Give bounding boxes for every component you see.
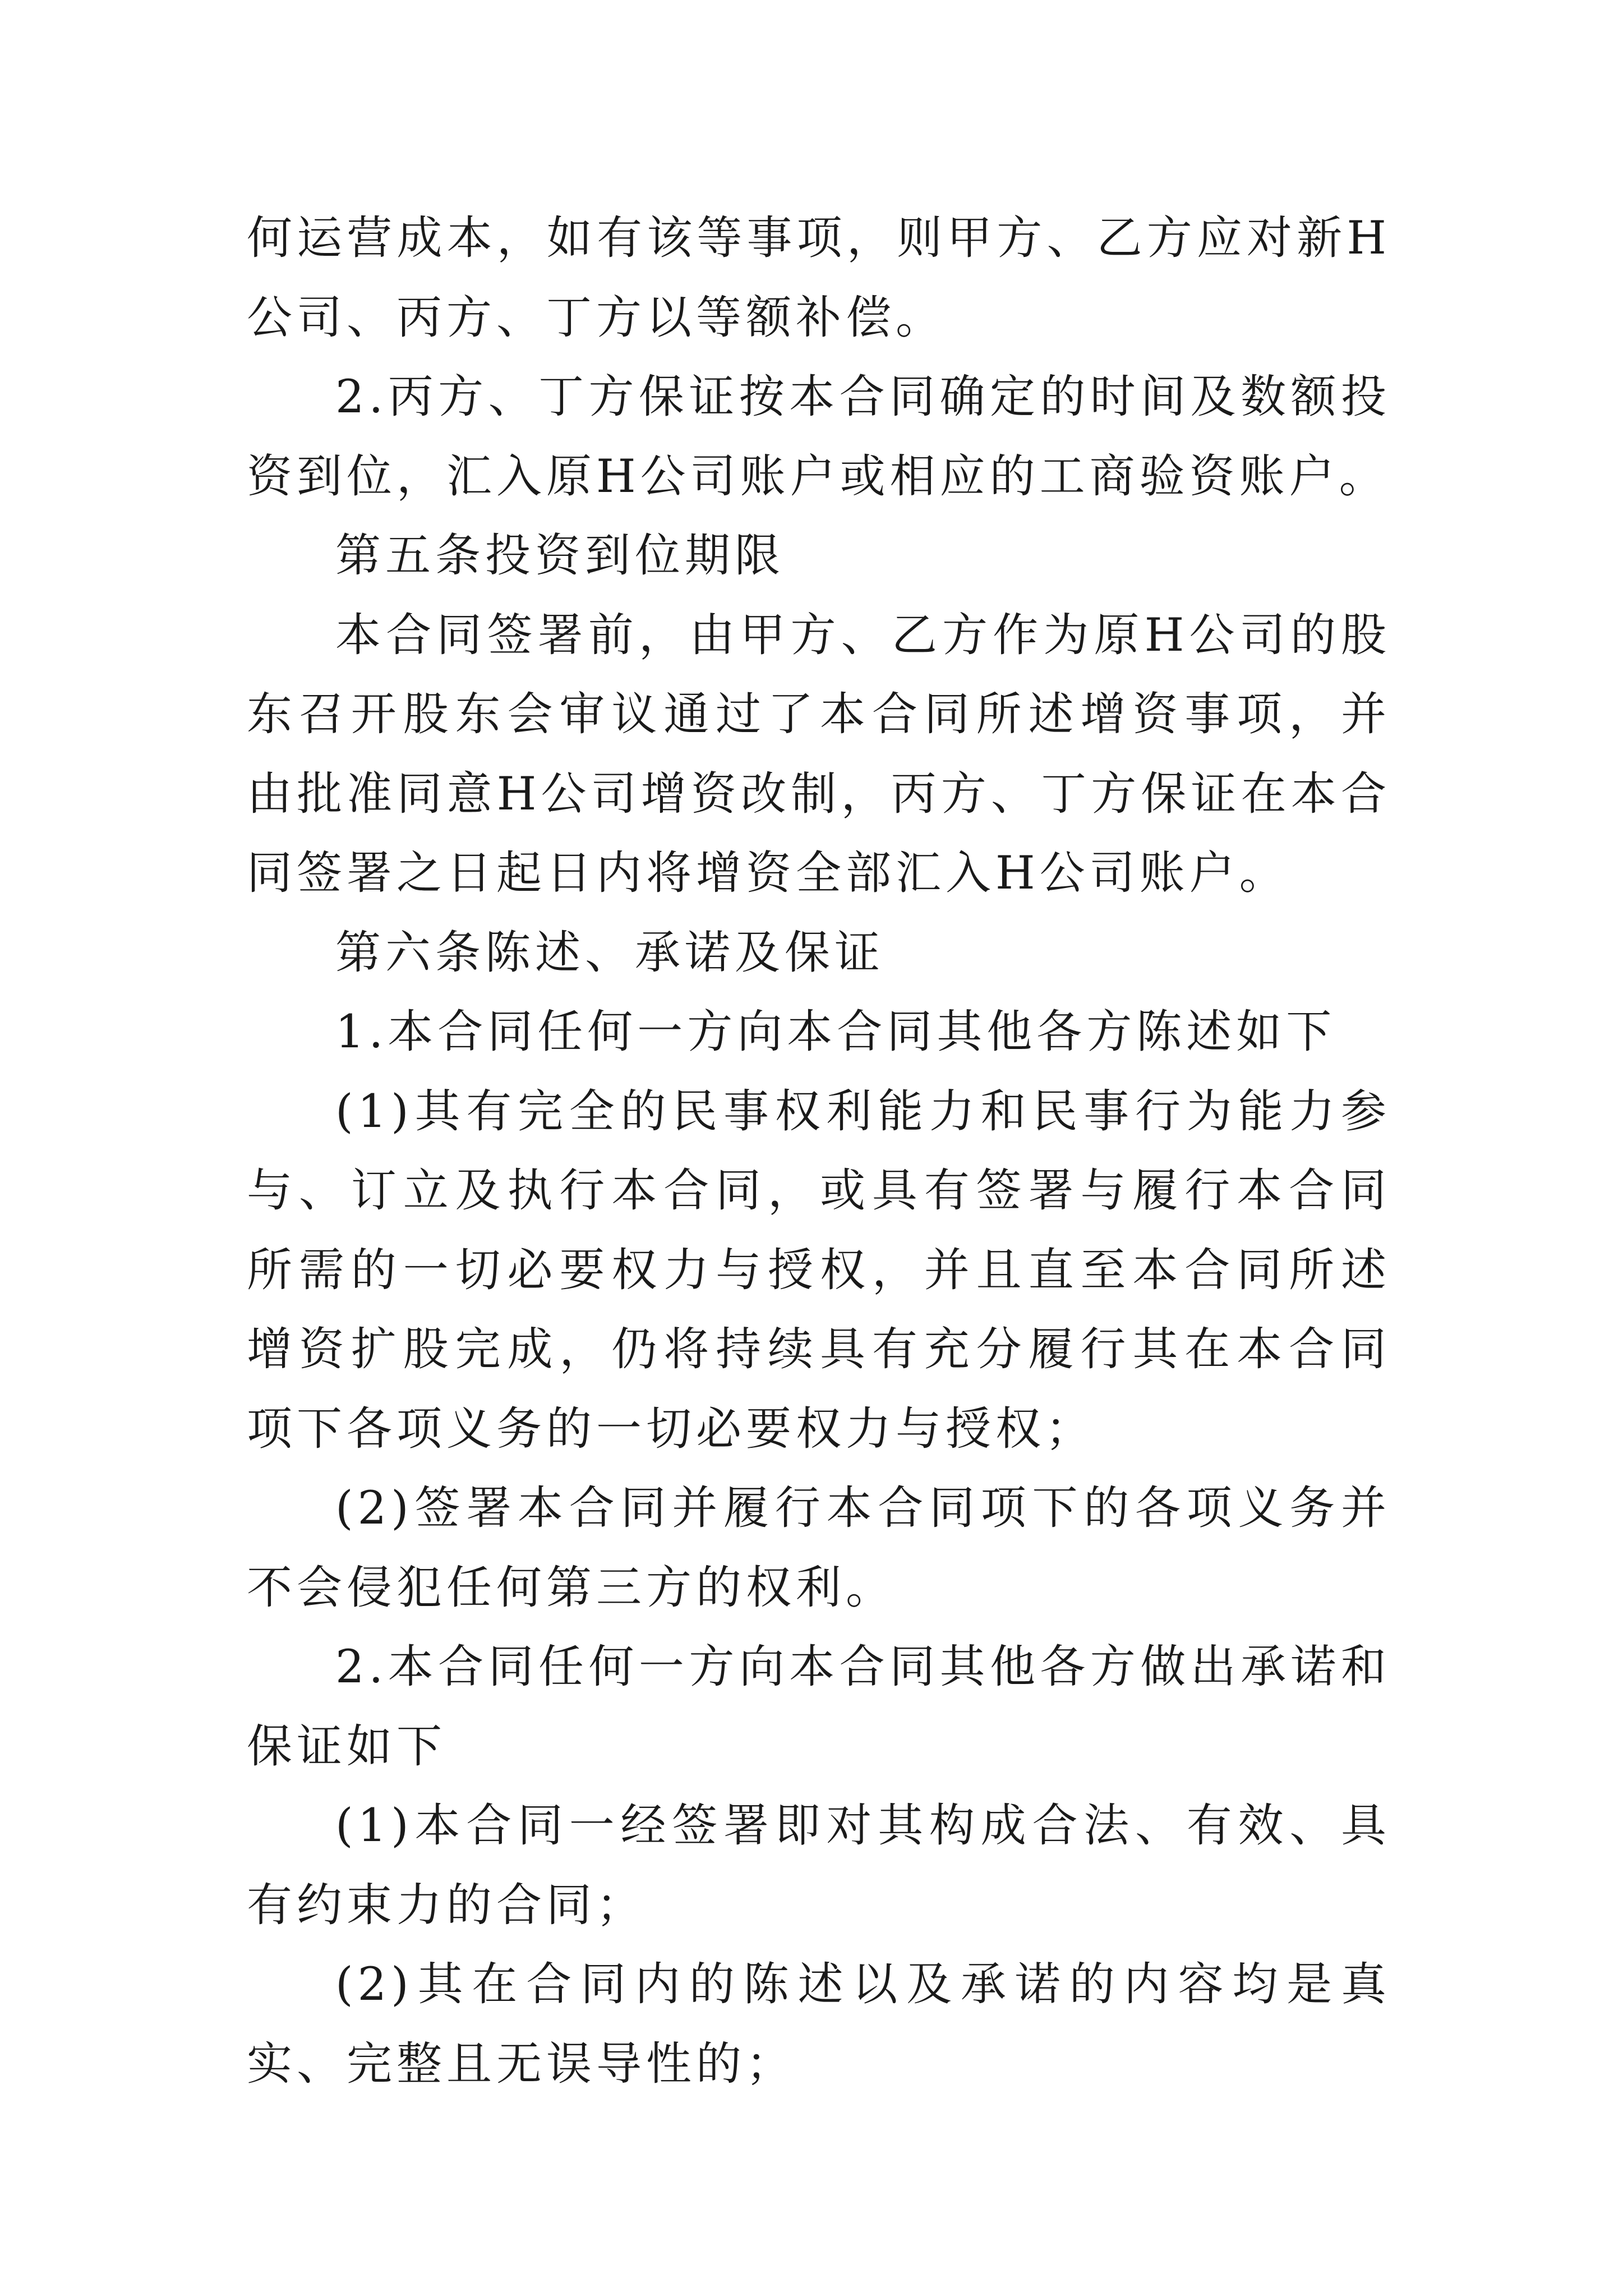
article-6-heading: 第六条陈述、承诺及保证 <box>335 926 885 979</box>
document-body <box>247 199 1391 2104</box>
paragraph-investment-deadline: 本合同签署前，由甲方、乙方作为原H公司的股东召开股东会审议通过了本合同所述增资事项，并由批准同意H公司增资改制，丙方、丁方保证在本合同签署之日起日内将增资全部汇入H公司账户。 <box>247 609 1391 900</box>
paragraph-representation-2: (2)签署本合同并履行本合同项下的各项义务并不会侵犯任何第三方的权利。 <box>247 1482 1391 1614</box>
paragraph-representations-intro: 1.本合同任何一方向本合同其他各方陈述如下 <box>335 1006 1336 1059</box>
paragraph-warranty-1: (1)本合同一经签署即对其构成合法、有效、具有约束力的合同； <box>247 1800 1391 1932</box>
paragraph-investment-guarantee: 2.丙方、丁方保证按本合同确定的时间及数额投资到位，汇入原H公司账户或相应的工商验资账户。 <box>247 371 1391 503</box>
paragraph-warranty-2: (2)其在合同内的陈述以及承诺的内容均是真实、完整且无误导性的； <box>247 1958 1391 2091</box>
paragraph-representation-1: (1)其有完全的民事权利能力和民事行为能力参与、订立及执行本合同，或具有签署与履行本合同所需的一切必要权力与授权，并且直至本合同所述增资扩股完成，仍将持续具有充分履行其在本合同项下各项义务的一切必要权力与授权； <box>247 1085 1391 1456</box>
article-5-heading: 第五条投资到位期限 <box>335 530 785 582</box>
paragraph-compensation-continued: 何运营成本，如有该等事项，则甲方、乙方应对新H公司、丙方、丁方以等额补偿。 <box>247 212 1391 344</box>
paragraph-warranties-intro: 2.本合同任何一方向本合同其他各方做出承诺和保证如下 <box>247 1641 1391 1773</box>
